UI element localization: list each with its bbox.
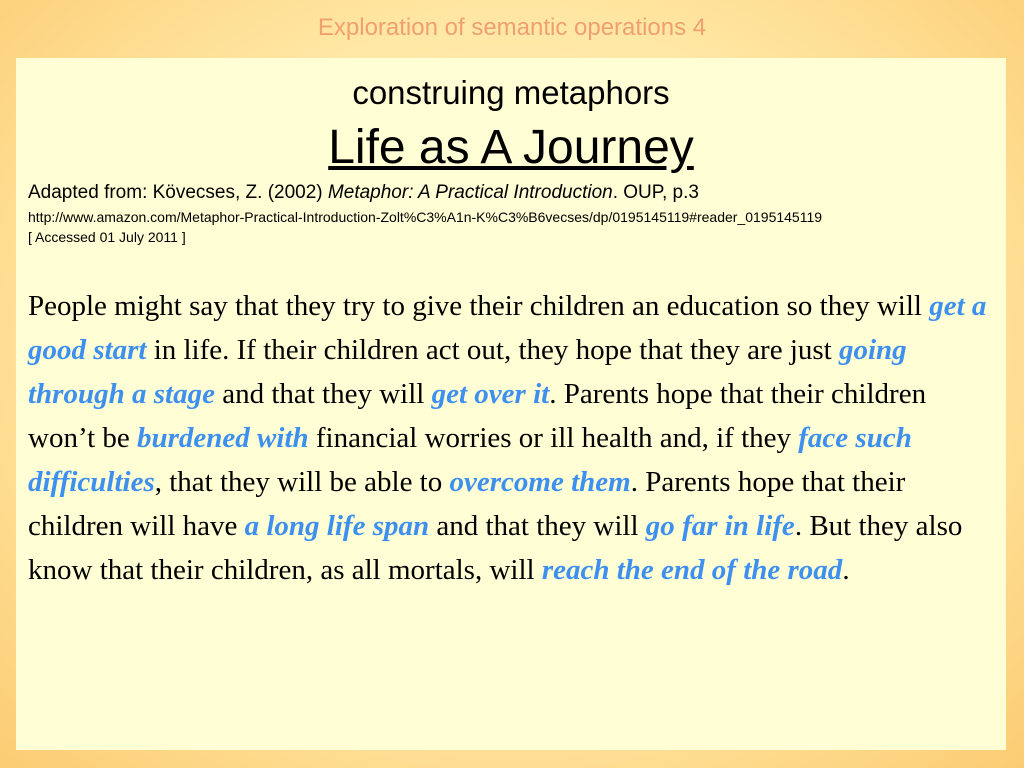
slide-panel bbox=[16, 58, 1006, 750]
metaphor-phrase: reach the end of the road bbox=[541, 554, 843, 586]
reference-url: http://www.amazon.com/Metaphor-Practical-Introduction-Zolt%C3%A1n-K%C3%B6vecses/dp/0195145119#reader_0195145119 bbox=[28, 209, 823, 225]
metaphor-phrase: go far in life bbox=[645, 510, 795, 542]
slide-title: Life as A Journey bbox=[328, 121, 694, 174]
reference-accessed: [ Accessed 01 July 2011 ] bbox=[28, 229, 186, 245]
body-paragraph bbox=[28, 284, 994, 592]
reference-line bbox=[28, 182, 699, 204]
text-run: . bbox=[842, 554, 850, 586]
slide-header: Exploration of semantic operations 4 bbox=[317, 14, 707, 41]
text-run: in life. If their children act out, they hope that they are just bbox=[146, 334, 839, 366]
metaphor-phrase: get a good start bbox=[28, 290, 987, 366]
metaphor-phrase: overcome them bbox=[449, 466, 631, 498]
reference-suffix: . OUP, p.3 bbox=[612, 182, 699, 203]
text-run: and that they will bbox=[214, 378, 432, 410]
text-run: , that they will be able to bbox=[154, 466, 450, 498]
text-run: . Parents hope that their children won’t be bbox=[28, 378, 927, 454]
metaphor-phrase: face such difficulties bbox=[28, 422, 912, 498]
reference-book-title: Metaphor: A Practical Introduction bbox=[327, 182, 613, 203]
metaphor-phrase: get over it bbox=[431, 378, 550, 410]
metaphor-phrase: burdened with bbox=[137, 422, 309, 454]
reference-prefix: Adapted from: Kövecses, Z. (2002) bbox=[28, 182, 328, 203]
text-run: and that they will bbox=[429, 510, 646, 542]
metaphor-phrase: going through a stage bbox=[28, 334, 907, 410]
text-run: . Parents hope that their children will have bbox=[28, 466, 906, 542]
text-run: . But they also know that their children, as all mortals, will bbox=[28, 510, 963, 586]
text-run: People might say that they try to give their children an education so they will bbox=[28, 290, 930, 322]
slide-subtitle: construing metaphors bbox=[352, 74, 670, 111]
text-run: financial worries or ill health and, if they bbox=[308, 422, 799, 454]
metaphor-phrase: a long life span bbox=[244, 510, 430, 542]
